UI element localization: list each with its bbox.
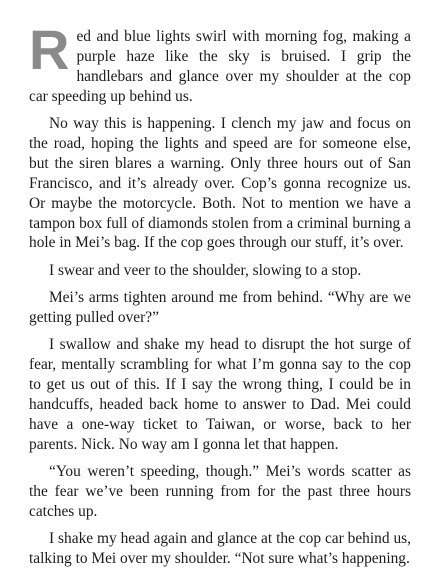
paragraph [29,261,411,281]
paragraph-text: I swallow and shake my head to disrupt the hot surge of fear, mentally scrambling for what I’m gonna say to the cop to get us out of this. If I say the wrong thing, I could be in handcuffs, headed back home to answer to Dad. Mei could have a one-way ticket to Taiwan, or worse, back to her parents. Nick. No way am I gonna let that happen. [29,336,411,453]
paragraph [29,114,411,253]
paragraph-text: I shake my head again and glance at the cop car behind us, talking to Mei over my shoulder. “Not sure what’s happening. [29,530,411,568]
paragraph [29,288,411,328]
paragraph-text: I swear and veer to the shoulder, slowing to a stop. [49,261,362,279]
paragraph-opening [29,18,411,107]
paragraph-text: No way this is happening. I clench my jaw and focus on the road, hoping the lights and speed are for someone else, but the siren blares a warning. Only three hours out of San Francisco, and it’s already over. Cop’s gonna recognize us. Or maybe the motorcycle. Both. Not to mention we have a tampon box full of diamonds stolen from a criminal burning a hole in Mei’s bag. If the cop goes through our stuff, it’s over. [29,115,411,252]
drop-cap: R [29,18,70,81]
paragraph-text: Mei’s arms tighten around me from behind. “Why are we getting pulled over?” [29,289,411,326]
paragraph [29,335,411,454]
book-page [29,18,411,576]
paragraph-text: “You weren’t speeding, though.” Mei’s words scatter as the fear we’ve been running from for the past three hours catches up. [29,463,411,520]
paragraph-text: ed and blue lights swirl with morning fog, making a purple haze like the sky is bruised. I grip the handlebars and glance over my shoulder at the cop car speeding up behind us. [29,28,411,105]
paragraph [29,529,411,569]
